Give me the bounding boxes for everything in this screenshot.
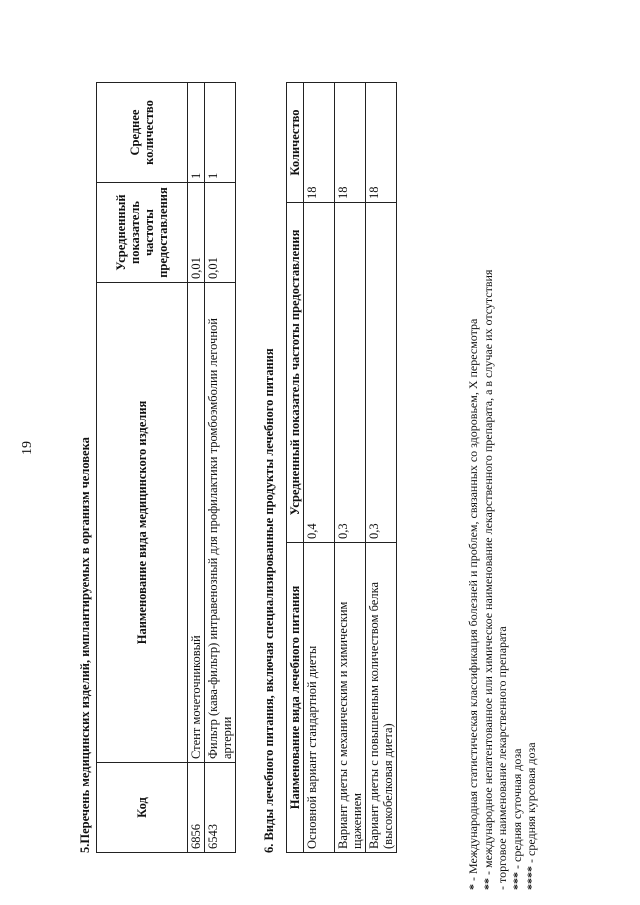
table-row: [304, 83, 335, 853]
col-header-frequency: Усредненный показатель частоты предоставления: [287, 203, 304, 543]
cell-quantity: 18: [366, 83, 397, 203]
table-row: [205, 83, 236, 853]
cell-diet-name: Основной вариант стандартной диеты: [304, 543, 335, 853]
implants-table: [96, 82, 236, 853]
diet-table: [286, 82, 397, 853]
cell-quantity: 1: [205, 83, 236, 183]
col-header-diet-name: Наименование вида лечебного питания: [287, 543, 304, 853]
footnote-mark: **: [480, 878, 495, 890]
col-header-name: Наименование вида медицинского изделия: [97, 283, 188, 763]
cell-code: 6856: [188, 763, 205, 853]
col-header-quantity: Среднее количество: [97, 83, 188, 183]
table-row: [188, 83, 205, 853]
footnote: [510, 270, 525, 890]
footnotes: [466, 270, 539, 890]
footnote-text: - Международная статистическая классификация болезней и проблем, связанных со здоровьем, X пересмотра: [466, 318, 480, 884]
section6-title: 6. Виды лечебного питания, включая специализированные продукты лечебного питания: [262, 348, 276, 853]
footnote: [466, 270, 481, 890]
footnote: [524, 270, 539, 890]
footnote-mark: ****: [524, 866, 538, 890]
footnote-text: - средняя суточная доза: [509, 748, 524, 872]
footnote: [481, 270, 496, 890]
cell-frequency: 0,4: [304, 203, 335, 543]
section5-title: 5.Перечень медицинских изделий, имплантируемых в организм человека: [78, 437, 92, 853]
footnote-mark: ***: [509, 872, 524, 890]
cell-quantity: 18: [304, 83, 335, 203]
table-header-row: [287, 83, 304, 853]
table-row: [366, 83, 397, 853]
table-row: [335, 83, 366, 853]
cell-frequency: 0,3: [366, 203, 397, 543]
cell-frequency: 0,01: [205, 183, 236, 283]
footnote-text: - средняя курсовая доза: [524, 742, 538, 866]
cell-name: Стент мочеточниковый: [188, 283, 205, 763]
cell-quantity: 18: [335, 83, 366, 203]
cell-frequency: 0,01: [188, 183, 205, 283]
cell-diet-name: Вариант диеты с повышенным количеством белка (высокобелковая диета): [366, 543, 397, 853]
col-header-code: Код: [97, 763, 188, 853]
table-header-row: [97, 83, 188, 853]
footnote: [495, 270, 510, 890]
footnote-text: - торговое наименование лекарственного препарата: [495, 626, 509, 890]
cell-diet-name: Вариант диеты с механическим и химическим щажением: [335, 543, 366, 853]
col-header-frequency: Усредненный показатель частоты предоставления: [97, 183, 188, 283]
cell-name: Фильтр (кава-фильтр) интравенозный для профилактики тромбоэмболии легочной артерии: [205, 283, 236, 763]
footnote-text: - международное непатентованное или химическое наименование лекарственного препарата, а в случае их отсутствия: [480, 269, 495, 878]
cell-quantity: 1: [188, 83, 205, 183]
footnote-mark: *: [466, 884, 480, 890]
cell-frequency: 0,3: [335, 203, 366, 543]
cell-code: 6543: [205, 763, 236, 853]
col-header-quantity: Количество: [287, 83, 304, 203]
